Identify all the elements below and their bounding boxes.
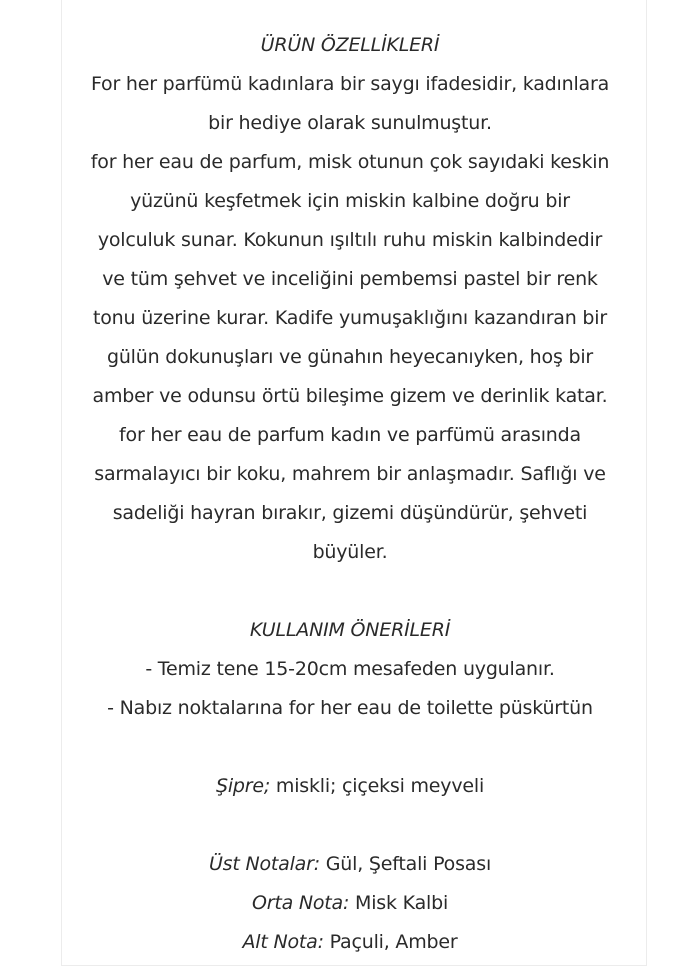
features-line: büyüler. xyxy=(312,541,388,563)
family-value: miskli; çiçeksi meyveli xyxy=(270,775,485,797)
middle-notes-value: Misk Kalbi xyxy=(349,892,449,914)
product-description xyxy=(0,26,700,962)
features-line: ve tüm şehvet ve inceliğini pembemsi pastel bir renk xyxy=(102,268,598,290)
features-line: sadeliği hayran bırakır, gizemi düşündürür, şehveti xyxy=(112,502,588,524)
usage-heading: KULLANIM ÖNERİLERİ xyxy=(249,619,451,641)
features-line: tonu üzerine kurar. Kadife yumuşaklığını kazandıran bir xyxy=(93,307,607,329)
fragrance-family xyxy=(0,767,700,806)
middle-notes xyxy=(0,884,700,923)
features-line: gülün dokunuşları ve günahın heyecanıyken, hoş bir xyxy=(106,346,594,368)
spacer xyxy=(0,572,700,611)
features-line: sarmalayıcı bir koku, mahrem bir anlaşmadır. Saflığı ve xyxy=(94,463,606,485)
base-notes-value: Paçuli, Amber xyxy=(323,931,458,953)
top-notes-label: Üst Notalar: xyxy=(208,853,320,875)
family-label: Şipre; xyxy=(215,775,271,797)
base-notes-label: Alt Nota: xyxy=(242,931,324,953)
usage-line: - Nabız noktalarına for her eau de toilette püskürtün xyxy=(107,697,593,719)
middle-notes-label: Orta Nota: xyxy=(251,892,350,914)
features-line: yüzünü keşfetmek için miskin kalbine doğru bir xyxy=(130,190,570,212)
features-line: for her eau de parfum kadın ve parfümü arasında xyxy=(119,424,581,446)
features-line: amber ve odunsu örtü bileşime gizem ve derinlik katar. xyxy=(92,385,608,407)
usage-line: - Temiz tene 15-20cm mesafeden uygulanır. xyxy=(145,658,555,680)
spacer xyxy=(0,806,700,845)
spacer xyxy=(0,728,700,767)
features-line: yolculuk sunar. Kokunun ışıltılı ruhu miskin kalbindedir xyxy=(97,229,603,251)
features-line: For her parfümü kadınlara bir saygı ifadesidir, kadınlara xyxy=(90,73,610,95)
top-notes xyxy=(0,845,700,884)
top-notes-value: Gül, Şeftali Posası xyxy=(319,853,492,875)
features-line: bir hediye olarak sunulmuştur. xyxy=(208,112,492,134)
base-notes xyxy=(0,923,700,962)
features-heading: ÜRÜN ÖZELLİKLERİ xyxy=(260,34,440,56)
features-line: for her eau de parfum, misk otunun çok sayıdaki keskin xyxy=(90,151,610,173)
